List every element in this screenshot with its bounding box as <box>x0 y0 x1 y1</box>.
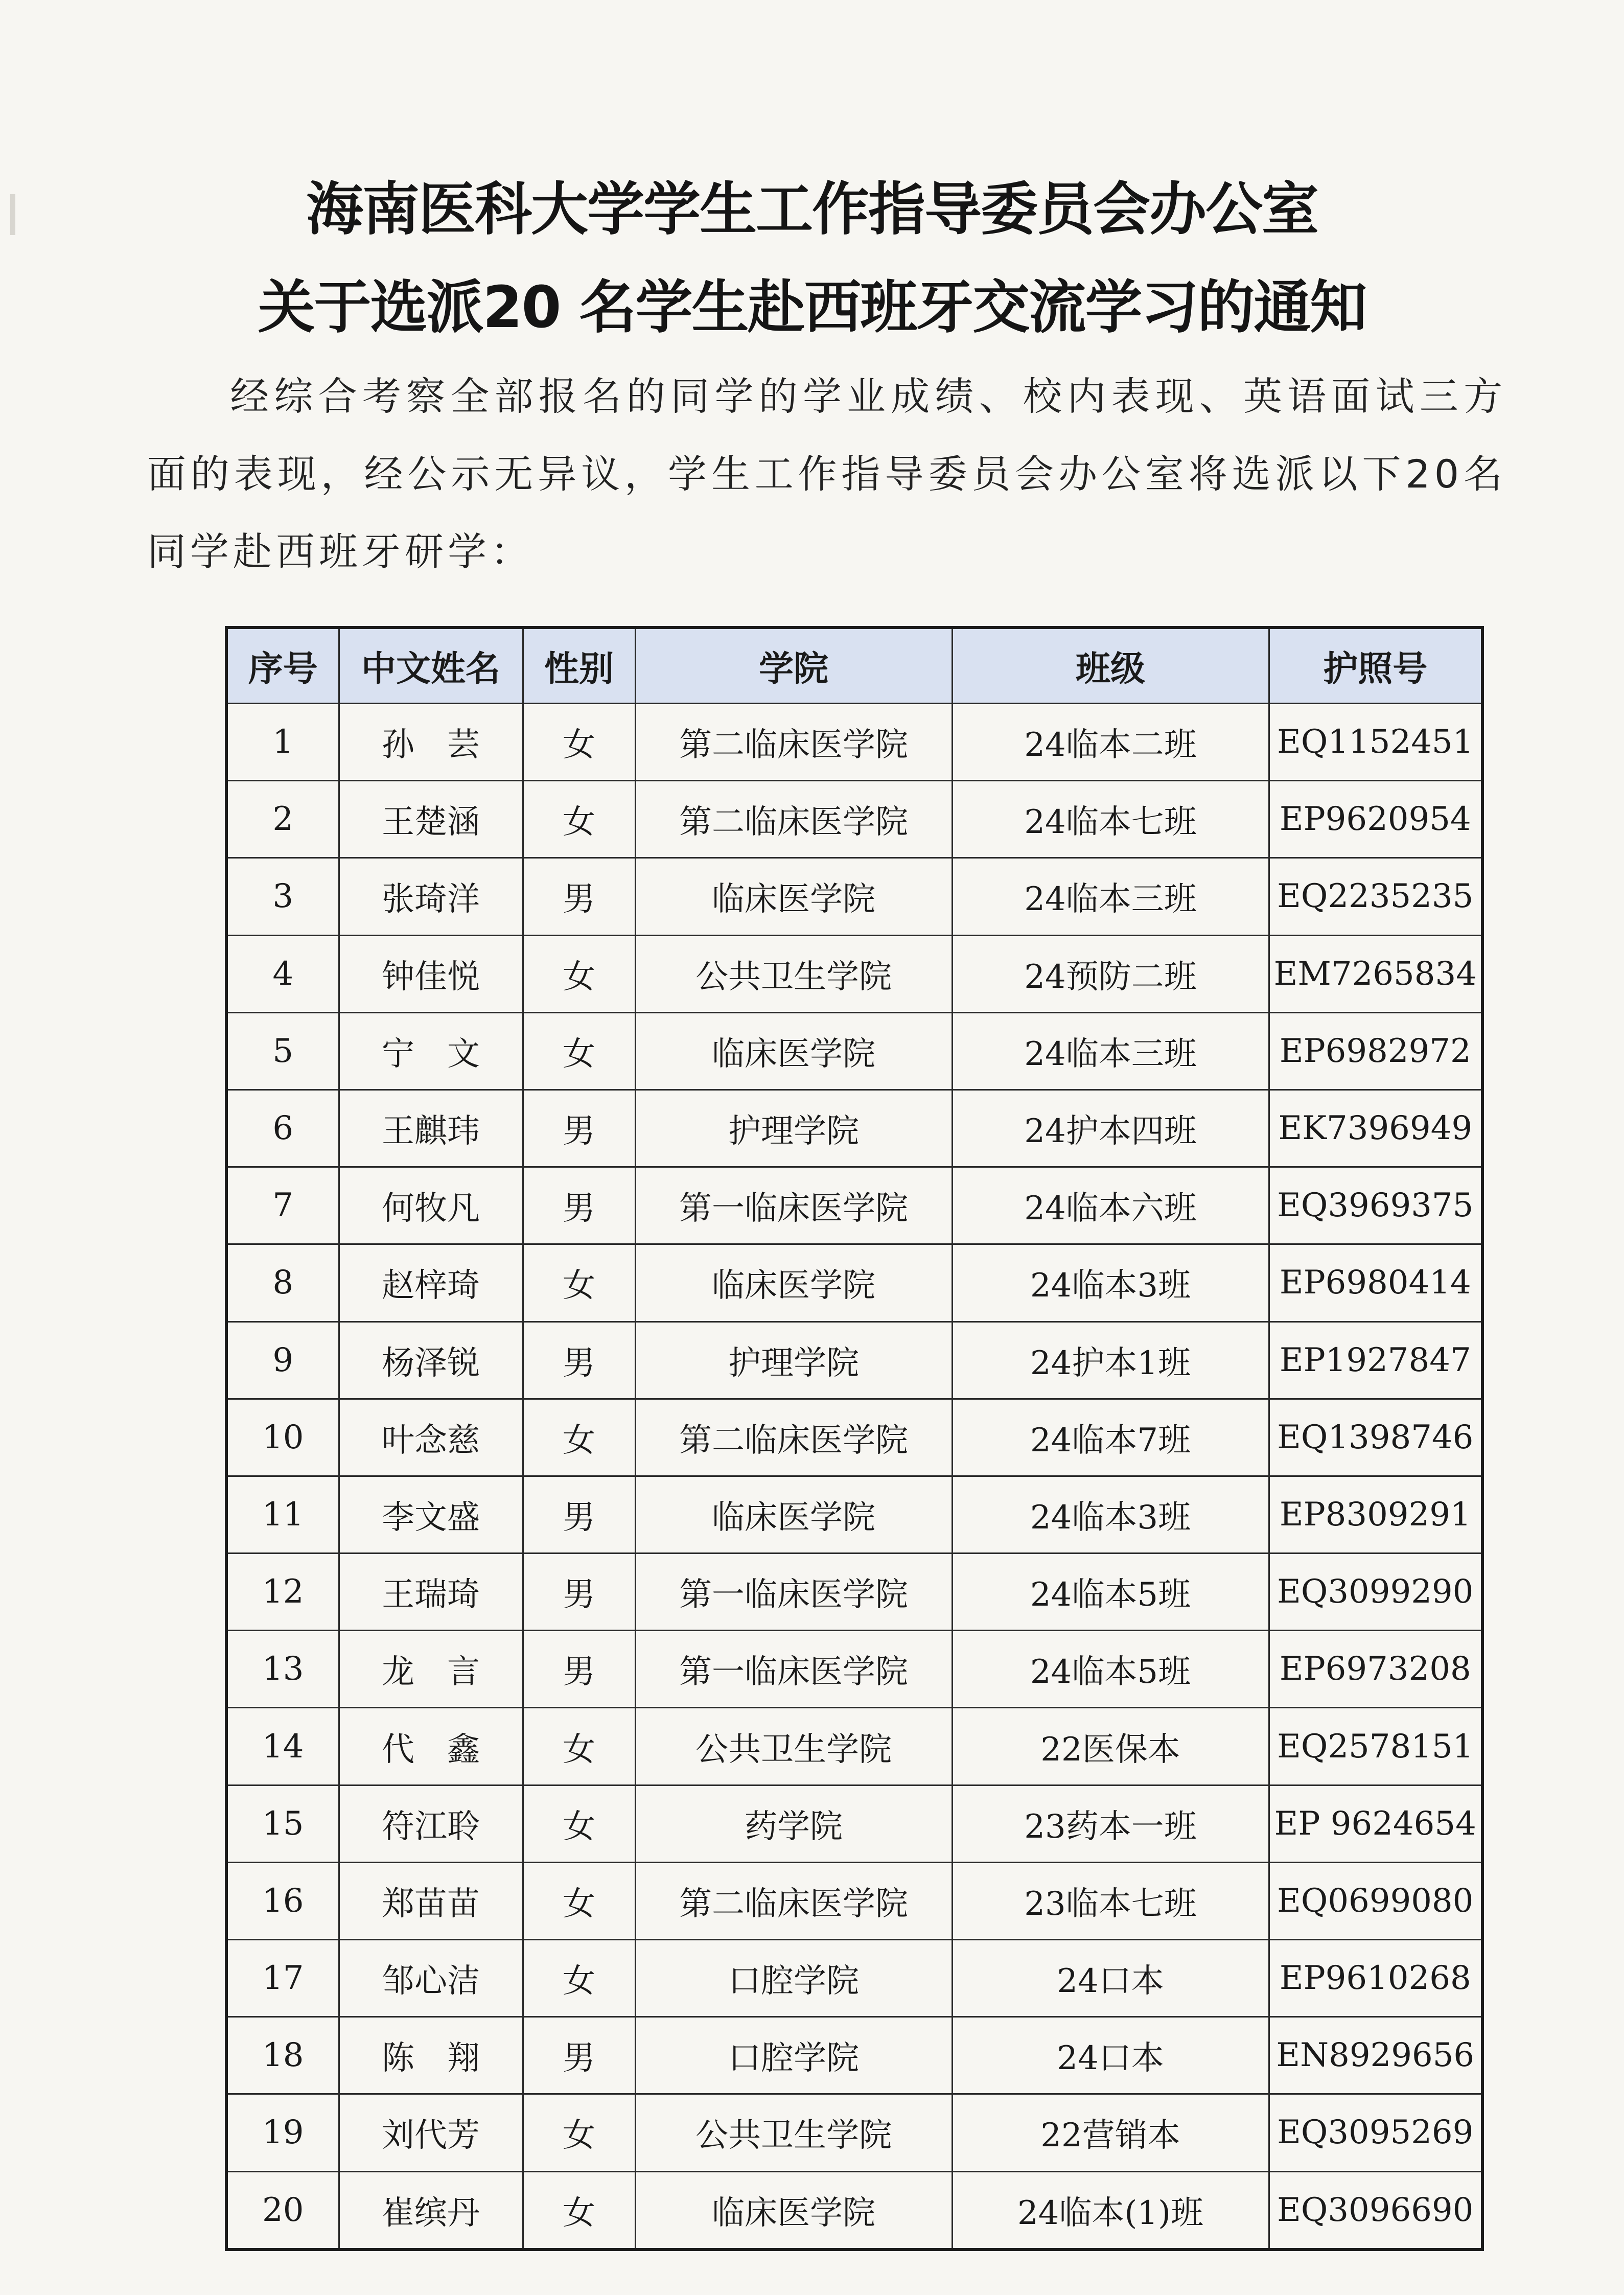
cell-passport: EP 9624654 <box>1269 1785 1482 1862</box>
cell-name: 郑苗苗 <box>339 1862 523 1939</box>
notice-paragraph <box>147 358 1506 591</box>
cell-passport: EP9620954 <box>1269 781 1482 858</box>
cell-seq: 11 <box>226 1476 339 1553</box>
cell-name: 叶念慈 <box>339 1399 523 1476</box>
cell-class: 24口本 <box>952 1940 1269 2017</box>
cell-school: 药学院 <box>635 1785 952 1862</box>
cell-name: 陈 翔 <box>339 2017 523 2094</box>
cell-class: 24临本三班 <box>952 858 1269 935</box>
cell-name: 王瑞琦 <box>339 1554 523 1631</box>
table-row <box>226 1244 1482 1322</box>
cell-sex: 女 <box>523 1244 635 1322</box>
cell-seq: 3 <box>226 858 339 935</box>
cell-passport: EP6982972 <box>1269 1012 1482 1089</box>
table-row <box>226 1785 1482 1862</box>
cell-sex: 女 <box>523 1940 635 2017</box>
cell-sex: 女 <box>523 704 635 781</box>
cell-school: 第二临床医学院 <box>635 1862 952 1939</box>
cell-name: 孙 芸 <box>339 704 523 781</box>
cell-seq: 14 <box>226 1708 339 1785</box>
cell-school: 临床医学院 <box>635 2171 952 2250</box>
header-passport: 护照号 <box>1269 628 1482 704</box>
cell-class: 23临本七班 <box>952 1862 1269 1939</box>
cell-class: 24临本5班 <box>952 1554 1269 1631</box>
cell-class: 24临本7班 <box>952 1399 1269 1476</box>
cell-class: 24护本1班 <box>952 1322 1269 1399</box>
header-school: 学院 <box>635 628 952 704</box>
cell-sex: 女 <box>523 781 635 858</box>
cell-sex: 男 <box>523 1476 635 1553</box>
cell-school: 口腔学院 <box>635 1940 952 2017</box>
table-row <box>226 1631 1482 1708</box>
cell-school: 护理学院 <box>635 1322 952 1399</box>
cell-class: 24临本5班 <box>952 1631 1269 1708</box>
cell-name: 钟佳悦 <box>339 935 523 1012</box>
cell-class: 23药本一班 <box>952 1785 1269 1862</box>
cell-sex: 女 <box>523 2094 635 2171</box>
cell-sex: 女 <box>523 2171 635 2250</box>
cell-name: 符江聆 <box>339 1785 523 1862</box>
cell-sex: 男 <box>523 1089 635 1167</box>
cell-seq: 17 <box>226 1940 339 2017</box>
table-row <box>226 858 1482 935</box>
cell-school: 第二临床医学院 <box>635 781 952 858</box>
cell-seq: 5 <box>226 1012 339 1089</box>
table-row <box>226 1554 1482 1631</box>
table-row <box>226 704 1482 781</box>
cell-passport: EQ3969375 <box>1269 1167 1482 1244</box>
cell-name: 宁 文 <box>339 1012 523 1089</box>
cell-name: 张琦洋 <box>339 858 523 935</box>
cell-passport: EP6973208 <box>1269 1631 1482 1708</box>
cell-class: 22医保本 <box>952 1708 1269 1785</box>
cell-sex: 男 <box>523 1167 635 1244</box>
cell-seq: 19 <box>226 2094 339 2171</box>
cell-passport: EQ3099290 <box>1269 1554 1482 1631</box>
cell-seq: 15 <box>226 1785 339 1862</box>
cell-passport: EK7396949 <box>1269 1089 1482 1167</box>
cell-passport: EP6980414 <box>1269 1244 1482 1322</box>
cell-class: 24临本二班 <box>952 704 1269 781</box>
cell-sex: 男 <box>523 858 635 935</box>
document-title-line1: 海南医科大学学生工作指导委员会办公室 <box>306 176 1318 243</box>
cell-sex: 男 <box>523 1554 635 1631</box>
cell-passport: EQ0699080 <box>1269 1862 1482 1939</box>
cell-name: 王麒玮 <box>339 1089 523 1167</box>
cell-seq: 2 <box>226 781 339 858</box>
cell-sex: 女 <box>523 1399 635 1476</box>
document-title-line2: 关于选派20 名学生赴西班牙交流学习的通知 <box>258 274 1366 341</box>
cell-passport: EQ3096690 <box>1269 2171 1482 2250</box>
cell-class: 24预防二班 <box>952 935 1269 1012</box>
cell-school: 临床医学院 <box>635 1244 952 1322</box>
cell-class: 24口本 <box>952 2017 1269 2094</box>
cell-name: 刘代芳 <box>339 2094 523 2171</box>
cell-seq: 7 <box>226 1167 339 1244</box>
table-row <box>226 2171 1482 2250</box>
cell-name: 杨泽锐 <box>339 1322 523 1399</box>
cell-class: 22营销本 <box>952 2094 1269 2171</box>
table-row <box>226 1940 1482 2017</box>
table-row <box>226 1399 1482 1476</box>
cell-school: 护理学院 <box>635 1089 952 1167</box>
cell-sex: 女 <box>523 1708 635 1785</box>
cell-school: 口腔学院 <box>635 2017 952 2094</box>
cell-class: 24临本3班 <box>952 1244 1269 1322</box>
cell-sex: 男 <box>523 2017 635 2094</box>
cell-school: 公共卫生学院 <box>635 1708 952 1785</box>
cell-name: 崔缤丹 <box>339 2171 523 2250</box>
cell-class: 24临本3班 <box>952 1476 1269 1553</box>
cell-class: 24护本四班 <box>952 1089 1269 1167</box>
header-class: 班级 <box>952 628 1269 704</box>
cell-seq: 16 <box>226 1862 339 1939</box>
notice-paragraph-text: 经综合考察全部报名的同学的学业成绩、校内表现、英语面试三方面的表现，经公示无异议，学生工作指导委员会办公室将选派以下20名同学赴西班牙研学： <box>147 374 1506 574</box>
table-row <box>226 1862 1482 1939</box>
cell-sex: 女 <box>523 935 635 1012</box>
cell-passport: EQ2578151 <box>1269 1708 1482 1785</box>
table-header-row <box>226 628 1482 704</box>
cell-sex: 男 <box>523 1631 635 1708</box>
cell-seq: 8 <box>226 1244 339 1322</box>
cell-school: 第二临床医学院 <box>635 704 952 781</box>
table-row <box>226 1089 1482 1167</box>
cell-school: 第二临床医学院 <box>635 1399 952 1476</box>
table-row <box>226 1012 1482 1089</box>
cell-passport: EM7265834 <box>1269 935 1482 1012</box>
cell-class: 24临本(1)班 <box>952 2171 1269 2250</box>
cell-class: 24临本六班 <box>952 1167 1269 1244</box>
table-row <box>226 2017 1482 2094</box>
table-row <box>226 1322 1482 1399</box>
cell-name: 李文盛 <box>339 1476 523 1553</box>
cell-seq: 18 <box>226 2017 339 2094</box>
table-row <box>226 935 1482 1012</box>
cell-passport: EP8309291 <box>1269 1476 1482 1553</box>
cell-passport: EN8929656 <box>1269 2017 1482 2094</box>
cell-name: 何牧凡 <box>339 1167 523 1244</box>
cell-passport: EP1927847 <box>1269 1322 1482 1399</box>
cell-passport: EQ1152451 <box>1269 704 1482 781</box>
cell-school: 第一临床医学院 <box>635 1631 952 1708</box>
cell-school: 临床医学院 <box>635 1476 952 1553</box>
cell-seq: 6 <box>226 1089 339 1167</box>
header-sex: 性别 <box>523 628 635 704</box>
cell-name: 赵梓琦 <box>339 1244 523 1322</box>
cell-school: 第一临床医学院 <box>635 1167 952 1244</box>
cell-class: 24临本三班 <box>952 1012 1269 1089</box>
cell-seq: 4 <box>226 935 339 1012</box>
cell-seq: 13 <box>226 1631 339 1708</box>
cell-sex: 女 <box>523 1862 635 1939</box>
table-row <box>226 1167 1482 1244</box>
cell-passport: EP9610268 <box>1269 1940 1482 2017</box>
cell-school: 临床医学院 <box>635 1012 952 1089</box>
cell-name: 邹心洁 <box>339 1940 523 2017</box>
cell-passport: EQ1398746 <box>1269 1399 1482 1476</box>
cell-name: 王楚涵 <box>339 781 523 858</box>
cell-sex: 女 <box>523 1012 635 1089</box>
cell-class: 24临本七班 <box>952 781 1269 858</box>
cell-passport: EQ3095269 <box>1269 2094 1482 2171</box>
cell-sex: 女 <box>523 1785 635 1862</box>
cell-seq: 1 <box>226 704 339 781</box>
table-row <box>226 1708 1482 1785</box>
cell-passport: EQ2235235 <box>1269 858 1482 935</box>
table-row <box>226 781 1482 858</box>
cell-school: 第一临床医学院 <box>635 1554 952 1631</box>
student-list-table <box>225 626 1484 2251</box>
table-row <box>226 2094 1482 2171</box>
header-name: 中文姓名 <box>339 628 523 704</box>
cell-school: 临床医学院 <box>635 858 952 935</box>
cell-name: 代 鑫 <box>339 1708 523 1785</box>
header-seq: 序号 <box>226 628 339 704</box>
cell-seq: 12 <box>226 1554 339 1631</box>
table-row <box>226 1476 1482 1553</box>
cell-sex: 男 <box>523 1322 635 1399</box>
cell-name: 龙 言 <box>339 1631 523 1708</box>
cell-seq: 10 <box>226 1399 339 1476</box>
cell-seq: 20 <box>226 2171 339 2250</box>
cell-seq: 9 <box>226 1322 339 1399</box>
cell-school: 公共卫生学院 <box>635 935 952 1012</box>
cell-school: 公共卫生学院 <box>635 2094 952 2171</box>
